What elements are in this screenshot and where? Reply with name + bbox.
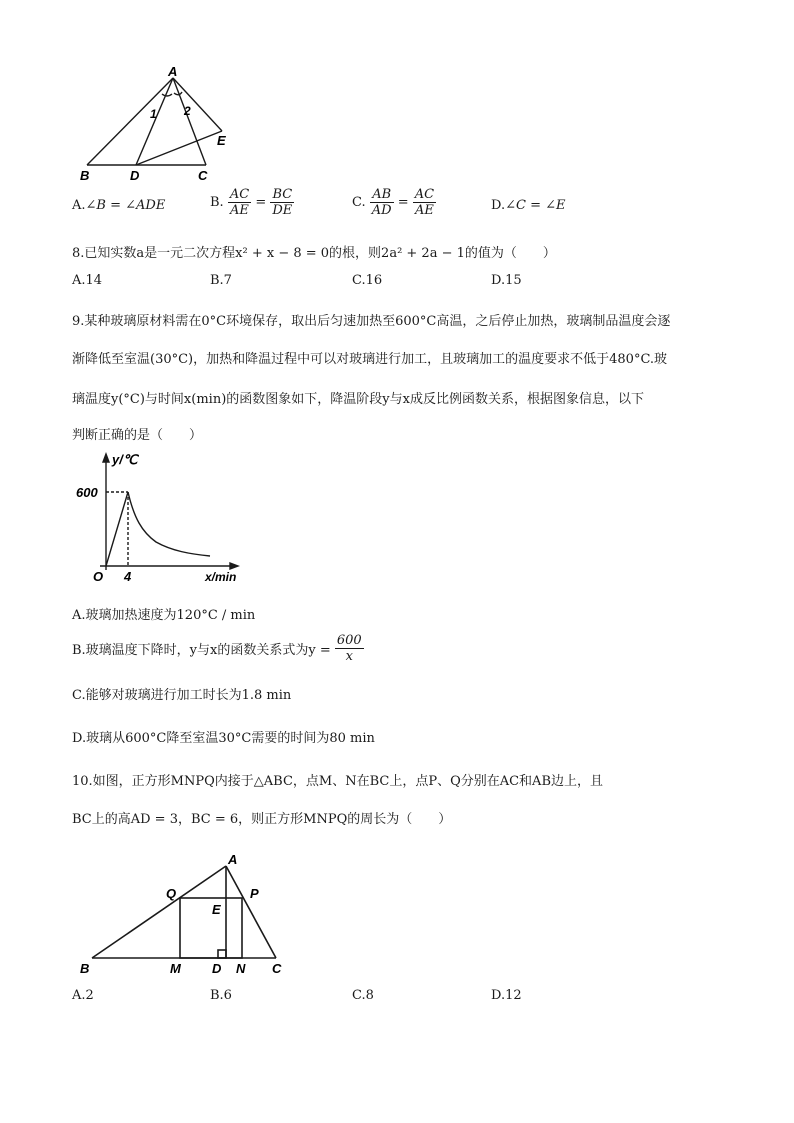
q7-option-A: A.∠B = ∠ADE [72,198,166,213]
angle-1-label: 1 [150,107,157,121]
q8-option-B: B.7 [210,273,232,288]
graph-y600: 600 [76,485,98,500]
q7-option-B: B. $\frac{AC}{AE}$ = $\frac{BC}{DE}$ [210,187,293,218]
q10-stem-line1: 10.如图，正方形MNPQ内接于△ABC，点M、N在BC上，点P、Q分别在AC和AB边上，且 [72,774,604,789]
label-A: A [168,64,178,79]
q8-stem: 8.已知实数a是一元二次方程x² + x − 8 = 0的根，则2a² + 2a − 1的值为（ ） [72,246,556,261]
q9-option-C: C.能够对玻璃进行加工时长为1.8 min [72,688,292,703]
q9-stem-line4: 判断正确的是（ ） [72,428,203,443]
q10-option-C: C.8 [352,988,374,1003]
fig10-label-N: N [236,961,246,976]
q7-option-C: C. $\frac{AB}{AD}$ = $\frac{AC}{AE}$ [352,187,435,218]
label-B: B [80,168,90,183]
graph-ylabel: y/℃ [112,452,138,467]
fig10-label-M: M [170,961,181,976]
q10-stem-line2: BC上的高AD = 3，BC = 6，则正方形MNPQ的周长为（ ） [72,812,452,827]
square-in-triangle-figure-q10 [72,848,302,980]
q9-stem-line3: 璃温度y(°C)与时间x(min)的函数图象如下，降温阶段y与x成反比例函数关系，根据图象信息，以下 [72,392,644,407]
q10-option-D: D.12 [491,988,522,1003]
label-E: E [217,133,226,148]
fig10-label-C: C [272,961,282,976]
q8-option-C: C.16 [352,273,383,288]
fig10-label-B: B [80,961,90,976]
q10-option-B: B.6 [210,988,232,1003]
fig10-label-E: E [212,902,221,917]
q7-option-D: D.∠C = ∠E [491,198,566,213]
temperature-graph-q9 [72,450,252,586]
q8-option-A: A.14 [72,273,103,288]
graph-xlabel: x/min [205,570,237,584]
q10-option-A: A.2 [72,988,94,1003]
fig10-label-A: A [228,852,238,867]
q9-option-B: B.玻璃温度下降时，y与x的函数关系式为y = $\frac{600}{x}$ [72,633,362,664]
q9-option-D: D.玻璃从600°C降至室温30°C需要的时间为80 min [72,731,375,746]
q9-stem-line2: 渐降低至室温(30°C)，加热和降温过程中可以对玻璃进行加工，且玻璃加工的温度要求不低于480°C.玻 [72,352,668,367]
label-D: D [130,168,140,183]
graph-x4: 4 [124,569,132,584]
graph-origin: O [93,569,104,584]
q9-stem-line1: 9.某种玻璃原材料需在0°C环境保存，取出后匀速加热至600°C高温，之后停止加热，玻璃制品温度会逐 [72,314,671,329]
q9-option-A: A.玻璃加热速度为120°C / min [72,608,256,623]
label-C: C [198,168,208,183]
triangle-figure-q7 [70,64,240,186]
angle-2-label: 2 [184,104,191,118]
fig10-label-Q: Q [166,886,177,901]
fig10-label-P: P [250,886,259,901]
fig10-label-D: D [212,961,222,976]
q8-option-D: D.15 [491,273,522,288]
